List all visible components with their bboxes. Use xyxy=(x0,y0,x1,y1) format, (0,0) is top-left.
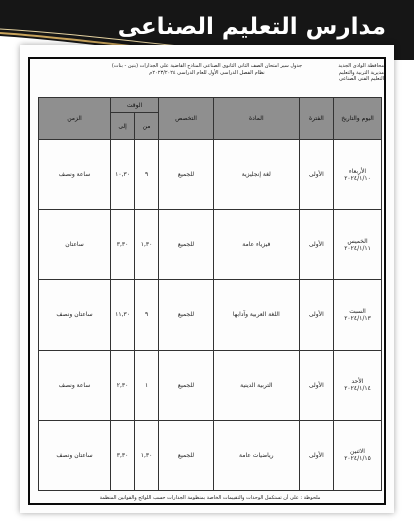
cell-subject: لغة إنجليزية xyxy=(213,140,299,210)
header-line: محافظة الوادى الجديد xyxy=(338,63,384,69)
cell-day-date xyxy=(333,210,381,280)
cell-specialization: للجميع xyxy=(159,140,214,210)
col-header-day-date: اليوم والتاريخ xyxy=(333,98,381,140)
header-line: مديرية التربية والتعليم xyxy=(338,69,384,76)
date-label: ٢٠٢٤/١/١٥ xyxy=(344,455,371,463)
date-label: ٢٠٢٤/١/١٤ xyxy=(344,385,371,393)
cell-to: ٢,٣٠ xyxy=(111,350,135,420)
cell-from: ٩ xyxy=(135,280,159,350)
date-label: ٢٠٢٤/١/١٠ xyxy=(344,174,371,182)
day-label: السبت xyxy=(349,307,366,315)
header-line: نظام الفصل الدراسى الأول للعام الدراسى ٢٠٢٣/٢٠٢٤م xyxy=(149,69,265,76)
cell-to: ١٠,٣٠ xyxy=(111,140,135,210)
day-label: الخميس xyxy=(347,237,368,245)
table-row xyxy=(39,420,382,490)
cell-to: ٣,٣٠ xyxy=(111,210,135,280)
cell-period: الأولى xyxy=(299,350,333,420)
cell-subject: اللغة العربية وآدابها xyxy=(213,280,299,350)
cell-subject: فيزياء عامة xyxy=(213,210,299,280)
col-header-specialization: التخصص xyxy=(159,98,214,140)
exam-schedule-table xyxy=(38,97,382,491)
cell-to: ١١,٣٠ xyxy=(111,280,135,350)
cell-from: ١,٣٠ xyxy=(135,420,159,490)
col-header-time: الوقت xyxy=(111,98,159,113)
document-paper xyxy=(20,45,394,513)
cell-specialization: للجميع xyxy=(159,350,214,420)
table-row xyxy=(39,140,382,210)
date-label: ٢٠٢٤/١/١٣ xyxy=(344,314,371,322)
table-row xyxy=(39,210,382,280)
cell-period: الأولى xyxy=(299,420,333,490)
cell-specialization: للجميع xyxy=(159,210,214,280)
cell-duration: ساعتان ونصف xyxy=(39,280,111,350)
cell-day-date xyxy=(333,140,381,210)
cell-specialization: للجميع xyxy=(159,280,214,350)
col-header-to: إلى xyxy=(111,113,135,140)
header-line: جدول سير امتحان الصف الثانى الثانوى الصناعى المنادح القاضية على الجدارات (بنين - بنات) xyxy=(111,63,303,69)
day-label: الاثنين xyxy=(350,448,365,456)
cell-period: الأولى xyxy=(299,280,333,350)
cell-specialization: للجميع xyxy=(159,420,214,490)
header-authority xyxy=(318,63,384,83)
cell-duration: ساعتان ونصف xyxy=(39,420,111,490)
cell-from: ١ xyxy=(135,350,159,420)
cell-duration: ساعة ونصف xyxy=(39,350,111,420)
col-header-period: الفترة xyxy=(299,98,333,140)
day-label: الأربعاء xyxy=(348,167,367,175)
table-row xyxy=(39,350,382,420)
cell-duration: ساعتان xyxy=(39,210,111,280)
cell-day-date xyxy=(333,280,381,350)
header-title xyxy=(102,63,312,76)
cell-period: الأولى xyxy=(299,140,333,210)
header-line: التعليم الفنى الصناعى xyxy=(338,76,384,82)
cell-subject: التربية الدينية xyxy=(213,350,299,420)
cell-day-date xyxy=(333,420,381,490)
footer-note: ملحوظة : على أن تستكمل الوحدات والتقييمات الخاصة بمنظومة الجدارات حسب اللوائح والقوانين المنظمة xyxy=(99,495,321,501)
day-label: الأحد xyxy=(351,378,364,386)
col-header-subject: المادة xyxy=(213,98,299,140)
cell-period: الأولى xyxy=(299,210,333,280)
table-row xyxy=(39,280,382,350)
cell-subject: رياضيات عامة xyxy=(213,420,299,490)
cell-day-date xyxy=(333,350,381,420)
page-title: مدارس التعليم الصناعى xyxy=(117,14,386,40)
cell-to: ٣,٣٠ xyxy=(111,420,135,490)
col-header-from: من xyxy=(135,113,159,140)
date-label: ٢٠٢٤/١/١١ xyxy=(344,244,371,252)
col-header-duration: الزمن xyxy=(39,98,111,140)
cell-duration: ساعة ونصف xyxy=(39,140,111,210)
cell-from: ١,٣٠ xyxy=(135,210,159,280)
cell-from: ٩ xyxy=(135,140,159,210)
